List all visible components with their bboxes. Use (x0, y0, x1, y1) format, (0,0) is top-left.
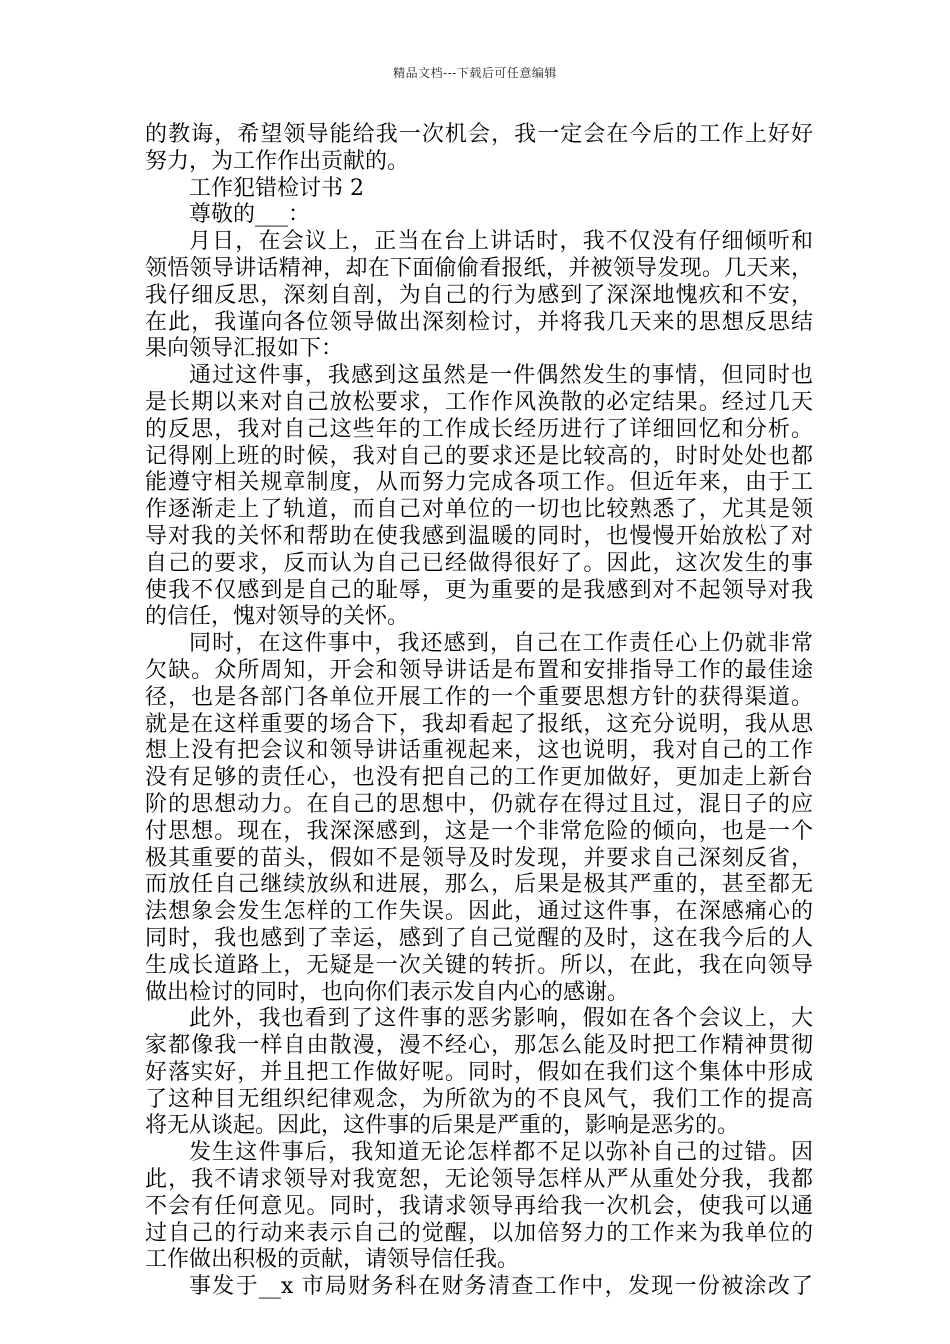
text-line: 将无从谈起。因此，这件事的后果是严重的，影响是恶劣的。 (145, 1113, 740, 1139)
text-line: 法想象会发生怎样的工作失误。因此，通过这件事，在深感痛心的 (145, 899, 813, 925)
text-line: 月日，在会议上，正当在台上讲话时，我不仅没有仔细倾听和 (189, 229, 813, 255)
text-line: 没有足够的责任心，也没有把自己的工作更加做好，更加走上新台 (145, 765, 813, 791)
text-line: 果向领导汇报如下： (145, 336, 344, 362)
text-line: 事发于__x 市局财务科在财务清查工作中，发现一份被涂改了 (189, 1274, 813, 1300)
text-line: 同时，在这件事中，我还感到，自己在工作责任心上仍就非常 (189, 631, 813, 657)
text-line: 径，也是各部门各单位开展工作的一个重要思想方针的获得渠道。 (145, 684, 813, 710)
text-line: 能遵守相关规章制度，从而努力完成各项工作。但近年来，由于工 (145, 470, 813, 496)
document-body (145, 122, 813, 1301)
text-line: 在此，我谨向各位领导做出深刻检讨，并将我几天来的思想反思结 (145, 309, 813, 335)
text-line: 阶的思想动力。在自己的思想中，仍就存在得过且过，混日子的应 (145, 791, 813, 817)
page-header: 精品文档---下载后可任意编辑 (393, 66, 557, 80)
text-line: 工作犯错检讨书 2 (189, 175, 364, 201)
text-line: 工作做出积极的贡献，请领导信任我。 (145, 1247, 520, 1273)
text-line: 自己的要求，反而认为自己已经做得很好了。因此，这次发生的事 (145, 550, 813, 576)
text-line: 我仔细反思，深刻自剖，为自己的行为感到了深深地愧疚和不安， (145, 282, 813, 308)
text-line: 努力，为工作作出贡献的。 (145, 148, 410, 174)
text-line: 付思想。现在，我深深感到，这是一个非常危险的倾向，也是一个 (145, 818, 813, 844)
text-line: 好落实好，并且把工作做好呢。同时，假如在我们这个集体中形成 (145, 1059, 813, 1085)
text-line: 此，我不请求领导对我宽恕，无论领导怎样从严从重处分我，我都 (145, 1167, 813, 1193)
text-line: 不会有任何意见。同时，我请求领导再给我一次机会，使我可以通 (145, 1193, 813, 1219)
text-line: 的信任，愧对领导的关怀。 (145, 604, 410, 630)
text-line: 使我不仅感到是自己的耻辱，更为重要的是我感到对不起领导对我 (145, 577, 813, 603)
text-line: 作逐渐走上了轨道，而自己对单位的一切也比较熟悉了，尤其是领 (145, 497, 813, 523)
text-line: 发生这件事后，我知道无论怎样都不足以弥补自己的过错。因 (189, 1140, 813, 1166)
text-line: 导对我的关怀和帮助在使我感到温暖的同时，也慢慢开始放松了对 (145, 523, 813, 549)
text-line: 此外，我也看到了这件事的恶劣影响，假如在各个会议上，大 (189, 1006, 813, 1032)
text-line: 同时，我也感到了幸运，感到了自己觉醒的及时，这在我今后的人 (145, 925, 813, 951)
text-line: 极其重要的苗头，假如不是领导及时发现，并要求自己深刻反省， (145, 845, 813, 871)
text-line: 家都像我一样自由散漫，漫不经心，那怎么能及时把工作精神贯彻 (145, 1033, 813, 1059)
text-line: 是长期以来对自己放松要求，工作作风涣散的必定结果。经过几天 (145, 389, 813, 415)
text-line: 生成长道路上，无疑是一次关键的转折。所以，在此，我在向领导 (145, 952, 813, 978)
text-line: 做出检讨的同时，也向你们表示发自内心的感谢。 (145, 979, 630, 1005)
text-line: 欠缺。众所周知，开会和领导讲话是布置和安排指导工作的最佳途 (145, 657, 813, 683)
text-line: 的教诲，希望领导能给我一次机会，我一定会在今后的工作上好好 (145, 122, 813, 147)
text-line: 想上没有把会议和领导讲话重视起来，这也说明，我对自己的工作 (145, 738, 813, 764)
text-line: 过自己的行动来表示自己的觉醒，以加倍努力的工作来为我单位的 (145, 1220, 813, 1246)
text-line: 的反思，我对自己这些年的工作成长经历进行了详细回忆和分析。 (145, 416, 813, 442)
text-line: 通过这件事，我感到这虽然是一件偶然发生的事情，但同时也 (189, 363, 813, 389)
text-line: 就是在这样重要的场合下，我却看起了报纸，这充分说明，我从思 (145, 711, 813, 737)
text-line: 了这种目无组织纪律观念，为所欲为的不良风气，我们工作的提高 (145, 1086, 813, 1112)
text-line: 记得刚上班的时候，我对自己的要求还是比较高的，时时处处也都 (145, 443, 813, 469)
text-line: 领悟领导讲话精神，却在下面偷偷看报纸，并被领导发现。几天来， (145, 255, 813, 281)
text-line: 尊敬的___： (189, 202, 311, 228)
text-line: 而放任自己继续放纵和进展，那么，后果是极其严重的，甚至都无 (145, 872, 813, 898)
